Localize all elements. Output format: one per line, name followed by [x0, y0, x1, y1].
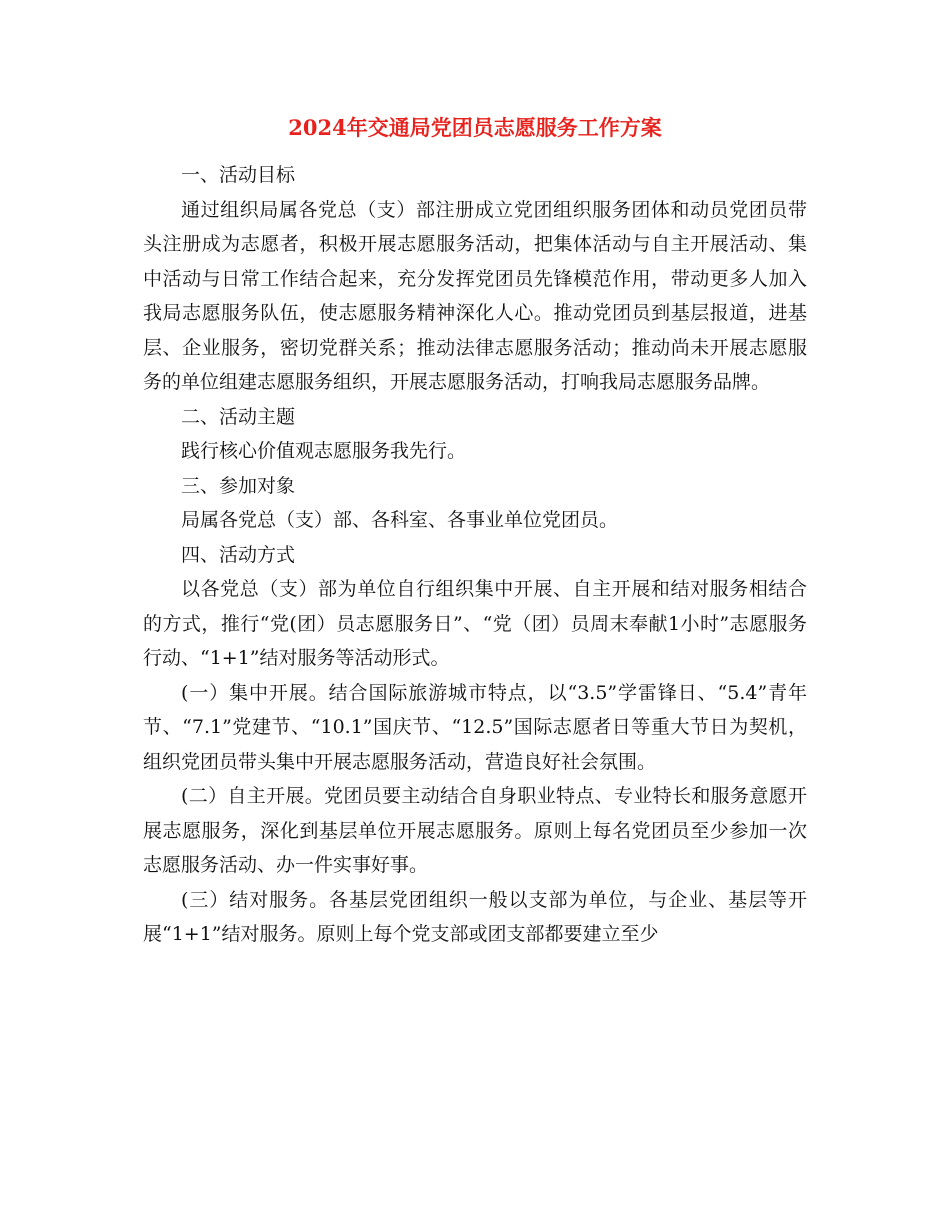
- body-paragraph: 践行核心价值观志愿服务我先行。: [181, 440, 467, 462]
- section-heading: 二、活动主题: [181, 405, 296, 428]
- body-paragraph: 局属各党总（支）部、各科室、各事业单位党团员。: [181, 509, 619, 531]
- section-heading: 四、活动方式: [181, 543, 296, 566]
- body-paragraph: (三）结对服务。各基层党团组织一般以支部为单位，与企业、基层等开展“1+1”结对服务。原则上每个党支部或团支部都要建立至少: [143, 888, 807, 945]
- body-paragraph: (一）集中开展。结合国际旅游城市特点，以“3.5”学雷锋日、“5.4”青年节、“7.1”党建节、“10.1”国庆节、“12.5”国际志愿者日等重大节日为契机，组织党团员带头集中开展志愿服务活动，营造良好社会氛围。: [143, 681, 807, 773]
- document-body: [143, 158, 807, 952]
- body-paragraph: (二）自主开展。党团员要主动结合自身职业特点、专业特长和服务意愿开展志愿服务，深化到基层单位开展志愿服务。原则上每名党团员至少参加一次志愿服务活动、办一件实事好事。: [143, 785, 807, 876]
- section-heading: 三、参加对象: [181, 474, 296, 497]
- body-paragraph: 通过组织局属各党总（支）部注册成立党团组织服务团体和动员党团员带头注册成为志愿者，积极开展志愿服务活动，把集体活动与自主开展活动、集中活动与日常工作结合起来，充分发挥党团员先锋模范作用，带动更多人加入我局志愿服务队伍，使志愿服务精神深化人心。推动党团员到基层报道，进基层、企业服务，密切党群关系；推动法律志愿服务活动；推动尚未开展志愿服务的单位组建志愿服务组织，开展志愿服务活动，打响我局志愿服务品牌。: [143, 198, 807, 393]
- section-heading: 一、活动目标: [181, 164, 296, 186]
- document-title: 2024年交通局党团员志愿服务工作方案: [288, 115, 662, 140]
- body-paragraph: 以各党总（支）部为单位自行组织集中开展、自主开展和结对服务相结合的方式，推行“党(团）员志愿服务日”、“党（团）员周末奉献1小时”志愿服务行动、“1+1”结对服务等活动形式。: [143, 578, 807, 669]
